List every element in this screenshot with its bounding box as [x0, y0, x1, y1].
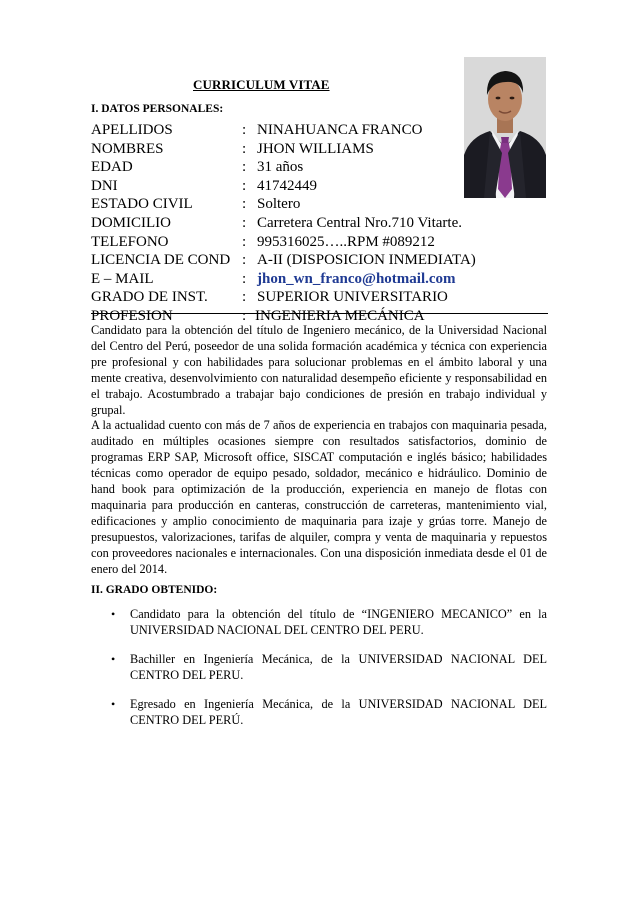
bullet-icon: • — [111, 652, 116, 666]
experience-paragraph: A la actualidad cuento con más de 7 años de experiencia en trabajos con maquinaria pesada, auditado en múltiples ocasiones siempre con resultados satisfactorios, dominio de programas ERP SAP, Microsoft office, SISCAT computación e inglés básico; habilidades técnicas como operador de equipo pesado, soldador, mecánico e hidráulico. Dominio de hand book para optimización de la producción, experiencia en manejo de flotas con maquinaria para producción en canteras, construcción de carreteras, mantenimiento vial, edificaciones y amplio conocimiento de maquinaria para izaje y grúas torre. Manejo de presupuestos, valorizaciones, tarifas de alquiler, compra y venta de maquinaria y repuestos con proveedores nacionales e internacionales. Con una disposición inmediata desde el 01 de enero del 2014. — [91, 418, 547, 576]
info-label: DOMICILIO — [91, 214, 171, 231]
info-row-domicilio — [91, 214, 551, 233]
info-value: A-II (DISPOSICION INMEDIATA) — [257, 252, 476, 269]
list-item — [91, 651, 547, 683]
email-link[interactable]: jhon_wn_franco@hotmail.com — [257, 270, 456, 287]
left-eye — [496, 97, 501, 100]
info-label: GRADO DE INST. — [91, 289, 208, 306]
info-label: PROFESION — [91, 307, 173, 324]
personal-data-table — [91, 121, 551, 326]
info-value: NINAHUANCA FRANCO — [257, 122, 423, 138]
info-value: 31 años — [257, 159, 304, 176]
profile-summary — [91, 323, 547, 578]
info-colon: : — [242, 140, 247, 157]
info-colon: : — [242, 214, 247, 231]
info-value: 995316025…..RPM #089212 — [257, 233, 435, 250]
degree-text: Egresado en Ingeniería Mecánica, de la UNIVERSIDAD NACIONAL DEL CENTRO DEL PERÚ. — [130, 697, 547, 727]
info-colon: : — [242, 307, 247, 324]
list-item — [91, 606, 547, 638]
info-value: Soltero — [257, 196, 301, 213]
info-row-apellidos — [91, 121, 551, 140]
section-divider — [91, 313, 548, 314]
info-colon: : — [242, 270, 247, 287]
info-label: TELEFONO — [91, 233, 169, 250]
info-row-grado — [91, 288, 551, 307]
info-row-telefono — [91, 233, 551, 252]
section-personal-heading: I. DATOS PERSONALES: — [91, 103, 224, 115]
degree-list — [91, 606, 547, 741]
info-row-email — [91, 270, 551, 289]
info-row-nombres — [91, 140, 551, 159]
info-label: LICENCIA DE COND — [91, 252, 231, 269]
info-colon: : — [242, 177, 247, 194]
degree-text: Bachiller en Ingeniería Mecánica, de la UNIVERSIDAD NACIONAL DEL CENTRO DEL PERU. — [130, 652, 547, 682]
info-row-licencia — [91, 251, 551, 270]
info-colon: : — [242, 196, 247, 213]
bullet-icon: • — [111, 607, 116, 621]
degree-text: Candidato para la obtención del título de “INGENIERO MECANICO” en la UNIVERSIDAD NACIONAL DEL CENTRO DEL PERU. — [130, 607, 547, 637]
bullet-icon: • — [111, 697, 116, 711]
info-colon: : — [242, 252, 247, 269]
summary-paragraph: Candidato para la obtención del título de Ingeniero mecánico, de la Universidad Nacional del Centro del Perú, poseedor de una solida formación académica y técnica con experiencia pre profesional y con habilidades para solucionar problemas en el ámbito laboral y una mente creativa, desenvolvimiento con naturalidad desempeño eficiente y responsabilidad en el trabajo. Acostumbrado a trabajar bajo condiciones de presión en trabajo individual y grupal. — [91, 323, 547, 417]
info-row-estado-civil — [91, 195, 551, 214]
right-eye — [510, 97, 515, 100]
info-label: NOMBRES — [91, 140, 164, 157]
info-colon: : — [242, 122, 247, 138]
info-colon: : — [242, 289, 247, 306]
info-value: 41742449 — [257, 177, 317, 194]
info-row-dni — [91, 177, 551, 196]
info-label: EDAD — [91, 159, 133, 176]
list-item — [91, 696, 547, 728]
info-label: ESTADO CIVIL — [91, 196, 193, 213]
info-label: DNI — [91, 177, 118, 194]
document-title: CURRICULUM VITAE — [193, 77, 330, 92]
info-value: SUPERIOR UNIVERSITARIO — [257, 289, 448, 306]
info-label: E – MAIL — [91, 270, 154, 287]
info-value: JHON WILLIAMS — [257, 140, 374, 157]
section-degree-heading: II. GRADO OBTENIDO: — [91, 584, 218, 596]
info-value: INGENIERIA MECÁNICA — [255, 307, 425, 324]
info-value: Carretera Central Nro.710 Vitarte. — [257, 214, 462, 231]
info-colon: : — [242, 233, 247, 250]
info-label: APELLIDOS — [91, 122, 173, 138]
info-colon: : — [242, 159, 247, 176]
info-row-edad — [91, 158, 551, 177]
